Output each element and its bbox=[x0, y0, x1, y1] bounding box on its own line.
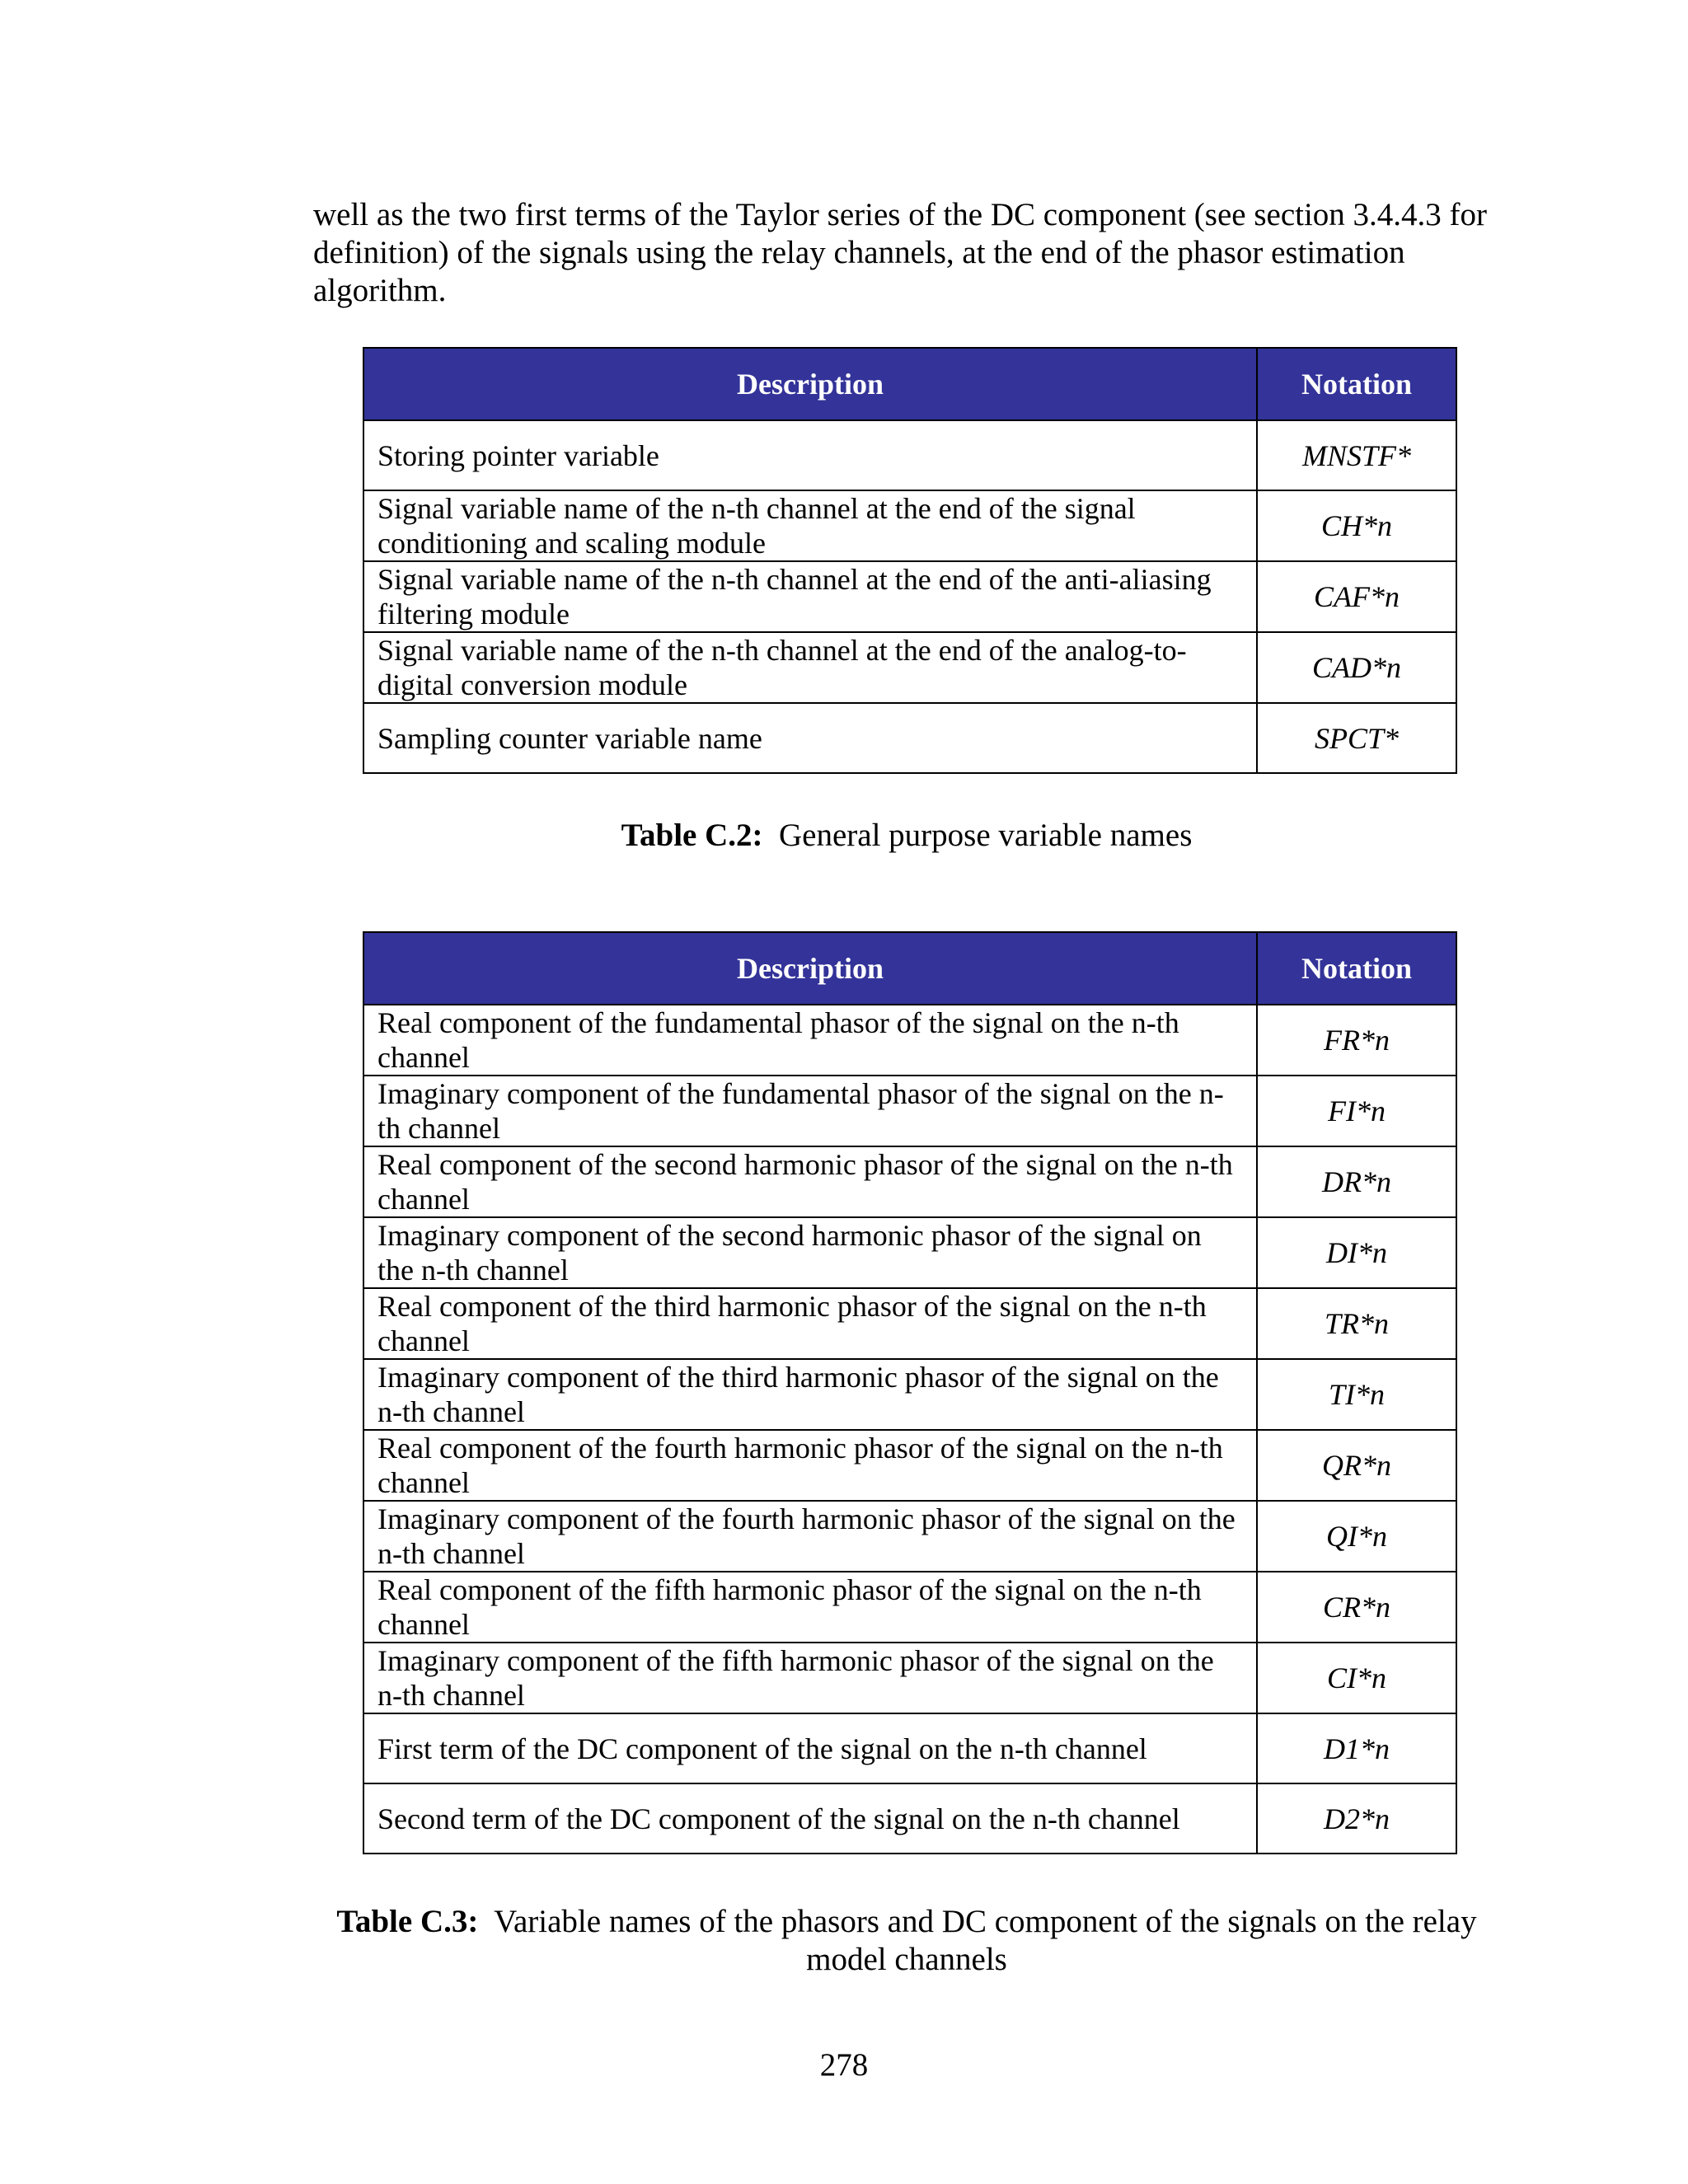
notation-cell: CH*n bbox=[1257, 490, 1456, 561]
table-row bbox=[363, 1146, 1456, 1217]
general-purpose-variables-table bbox=[363, 347, 1457, 774]
caption-label: Table C.3: bbox=[336, 1904, 479, 1939]
table-row bbox=[363, 1713, 1456, 1783]
phasor-variables-table bbox=[363, 931, 1457, 1854]
notation-cell: FI*n bbox=[1257, 1076, 1456, 1146]
table-c3-caption bbox=[313, 1903, 1500, 1979]
table-row bbox=[363, 1359, 1456, 1430]
description-cell: Imaginary component of the fourth harmonic phasor of the signal on the n-th channel bbox=[363, 1501, 1257, 1572]
table-c2-caption bbox=[313, 817, 1500, 855]
description-cell: Real component of the fourth harmonic phasor of the signal on the n-th channel bbox=[363, 1430, 1257, 1501]
caption-text: General purpose variable names bbox=[779, 818, 1193, 853]
table-row bbox=[363, 1783, 1456, 1854]
table-row bbox=[363, 1217, 1456, 1288]
notation-cell: CAF*n bbox=[1257, 561, 1456, 632]
description-cell: Storing pointer variable bbox=[363, 420, 1257, 490]
notation-cell: CAD*n bbox=[1257, 632, 1456, 703]
description-cell: Imaginary component of the third harmonic phasor of the signal on the n-th channel bbox=[363, 1359, 1257, 1430]
table-row bbox=[363, 561, 1456, 632]
caption-label: Table C.2: bbox=[621, 818, 763, 853]
table-row bbox=[363, 1288, 1456, 1359]
description-cell: Signal variable name of the n-th channel at the end of the analog-to-digital conversion module bbox=[363, 632, 1257, 703]
description-cell: Imaginary component of the fundamental phasor of the signal on the n-th channel bbox=[363, 1076, 1257, 1146]
description-cell: Real component of the third harmonic phasor of the signal on the n-th channel bbox=[363, 1288, 1257, 1359]
intro-paragraph: well as the two first terms of the Taylor series of the DC component (see section 3.4.4.3 for definition) of the signals using the relay channels, at the end of the phasor estimation algorithm. bbox=[313, 197, 1488, 308]
description-cell: Sampling counter variable name bbox=[363, 703, 1257, 773]
page-number: 278 bbox=[819, 2047, 869, 2083]
table-row bbox=[363, 1005, 1456, 1076]
notation-cell: DI*n bbox=[1257, 1217, 1456, 1288]
notation-column-header: Notation bbox=[1257, 932, 1456, 1005]
description-cell: Imaginary component of the second harmonic phasor of the signal on the n-th channel bbox=[363, 1217, 1257, 1288]
notation-cell: TI*n bbox=[1257, 1359, 1456, 1430]
notation-cell: CI*n bbox=[1257, 1643, 1456, 1713]
description-cell: Imaginary component of the fifth harmonic phasor of the signal on the n-th channel bbox=[363, 1643, 1257, 1713]
notation-column-header: Notation bbox=[1257, 348, 1456, 420]
table-header-row bbox=[363, 348, 1456, 420]
table-row bbox=[363, 1501, 1456, 1572]
description-cell: Real component of the second harmonic phasor of the signal on the n-th channel bbox=[363, 1146, 1257, 1217]
description-cell: First term of the DC component of the signal on the n-th channel bbox=[363, 1713, 1257, 1783]
description-cell: Real component of the fundamental phasor of the signal on the n-th channel bbox=[363, 1005, 1257, 1076]
notation-cell: MNSTF* bbox=[1257, 420, 1456, 490]
notation-cell: CR*n bbox=[1257, 1572, 1456, 1643]
table-row bbox=[363, 490, 1456, 561]
description-column-header: Description bbox=[363, 348, 1257, 420]
table-row bbox=[363, 1076, 1456, 1146]
table-row bbox=[363, 1572, 1456, 1643]
table-row bbox=[363, 632, 1456, 703]
table-row bbox=[363, 1643, 1456, 1713]
notation-cell: TR*n bbox=[1257, 1288, 1456, 1359]
caption-text: Variable names of the phasors and DC component of the signals on the relay model channels bbox=[494, 1904, 1477, 1977]
table-row bbox=[363, 1430, 1456, 1501]
notation-cell: DR*n bbox=[1257, 1146, 1456, 1217]
description-column-header: Description bbox=[363, 932, 1257, 1005]
notation-cell: FR*n bbox=[1257, 1005, 1456, 1076]
description-cell: Signal variable name of the n-th channel at the end of the anti-aliasing filtering module bbox=[363, 561, 1257, 632]
notation-cell: QR*n bbox=[1257, 1430, 1456, 1501]
notation-cell: D2*n bbox=[1257, 1783, 1456, 1854]
table-row bbox=[363, 420, 1456, 490]
notation-cell: SPCT* bbox=[1257, 703, 1456, 773]
table-row bbox=[363, 703, 1456, 773]
table-header-row bbox=[363, 932, 1456, 1005]
description-cell: Second term of the DC component of the signal on the n-th channel bbox=[363, 1783, 1257, 1854]
notation-cell: D1*n bbox=[1257, 1713, 1456, 1783]
description-cell: Signal variable name of the n-th channel at the end of the signal conditioning and scaling module bbox=[363, 490, 1257, 561]
description-cell: Real component of the fifth harmonic phasor of the signal on the n-th channel bbox=[363, 1572, 1257, 1643]
notation-cell: QI*n bbox=[1257, 1501, 1456, 1572]
